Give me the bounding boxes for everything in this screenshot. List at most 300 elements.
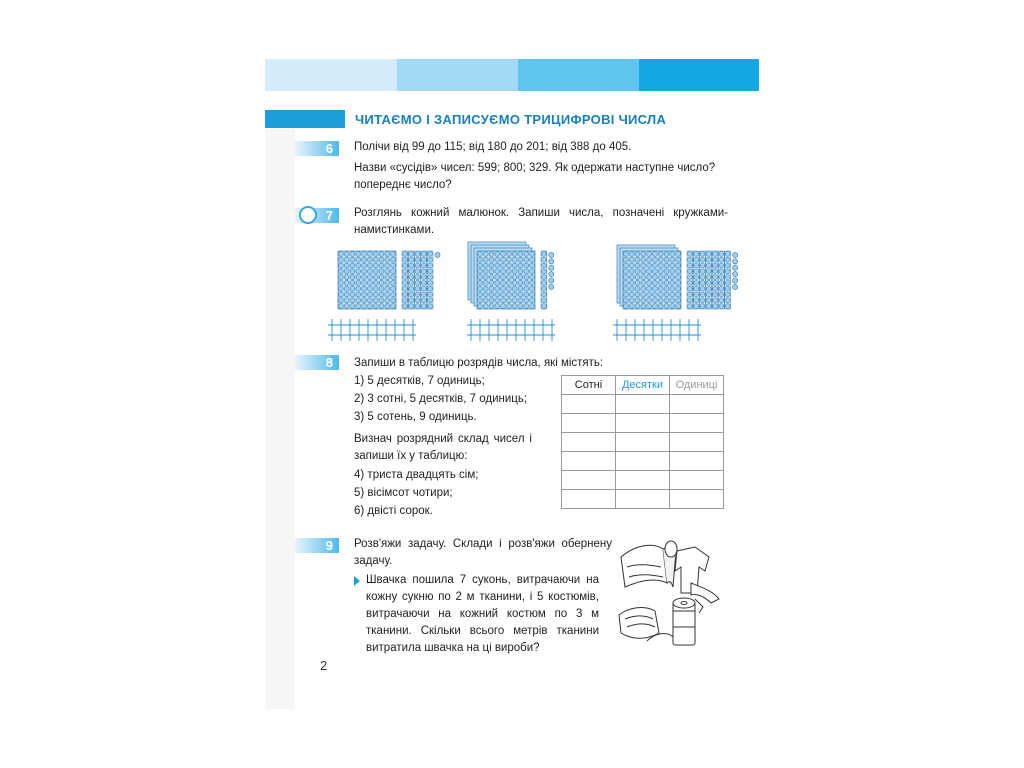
table-row xyxy=(562,395,724,414)
bead xyxy=(652,292,657,297)
fabric-clothes-illustration xyxy=(615,537,725,652)
bead xyxy=(356,286,361,291)
bead xyxy=(402,292,407,297)
bead xyxy=(518,304,523,309)
top-bar-segment-1 xyxy=(265,59,397,91)
bead xyxy=(409,286,414,291)
bead xyxy=(362,298,367,303)
bead xyxy=(725,304,730,309)
bead xyxy=(356,275,361,280)
bead xyxy=(706,257,711,262)
bead xyxy=(350,269,355,274)
table-cell[interactable] xyxy=(562,433,616,452)
bead xyxy=(477,304,482,309)
bead xyxy=(506,304,511,309)
table-cell[interactable] xyxy=(562,490,616,509)
bead xyxy=(713,280,718,285)
bead xyxy=(402,263,407,268)
bead xyxy=(495,286,500,291)
bead xyxy=(719,298,724,303)
bead xyxy=(541,269,546,274)
page-number: 2 xyxy=(320,658,328,673)
bead xyxy=(489,257,494,262)
bead xyxy=(356,251,361,256)
bead xyxy=(391,257,396,262)
bead xyxy=(694,298,699,303)
bead xyxy=(415,263,420,268)
bead xyxy=(518,251,523,256)
bead xyxy=(652,280,657,285)
bead xyxy=(713,286,718,291)
bead xyxy=(506,286,511,291)
bead xyxy=(350,257,355,262)
bead xyxy=(524,257,529,262)
top-bar-segment-3 xyxy=(518,59,639,91)
bead xyxy=(713,298,718,303)
bead xyxy=(530,251,535,256)
bead xyxy=(379,304,384,309)
bead xyxy=(373,263,378,268)
bead xyxy=(483,304,488,309)
one-bead xyxy=(733,272,738,277)
bead xyxy=(385,257,390,262)
bead xyxy=(391,292,396,297)
bead xyxy=(541,251,546,256)
bead xyxy=(647,280,652,285)
bead xyxy=(512,286,517,291)
bead xyxy=(385,292,390,297)
exercise-9-intro: Розв'яжи задачу. Склади і розв'яжи обернену задачу. xyxy=(354,538,612,567)
bead xyxy=(719,280,724,285)
bead xyxy=(421,275,426,280)
bead xyxy=(402,286,407,291)
bead xyxy=(391,275,396,280)
exercise-8-item-5: 5) вісімсот чотири; xyxy=(354,487,453,499)
bead xyxy=(501,280,506,285)
bead xyxy=(344,275,349,280)
bead xyxy=(428,286,433,291)
bead xyxy=(373,257,378,262)
bead xyxy=(706,286,711,291)
bead xyxy=(623,292,628,297)
bead xyxy=(409,257,414,262)
bead xyxy=(367,263,372,268)
bead xyxy=(367,304,372,309)
bead xyxy=(652,263,657,268)
bead xyxy=(706,263,711,268)
bead xyxy=(350,263,355,268)
top-bar-segment-2 xyxy=(397,59,518,91)
bead xyxy=(501,263,506,268)
table-cell[interactable] xyxy=(616,452,670,471)
bead xyxy=(385,251,390,256)
bead xyxy=(670,269,675,274)
bead xyxy=(379,275,384,280)
one-bead xyxy=(733,278,738,283)
bead xyxy=(670,286,675,291)
bead xyxy=(530,298,535,303)
bead xyxy=(524,275,529,280)
bead xyxy=(518,275,523,280)
bead xyxy=(367,269,372,274)
bead xyxy=(421,251,426,256)
bead xyxy=(501,269,506,274)
bead xyxy=(501,251,506,256)
bead xyxy=(518,263,523,268)
bead xyxy=(647,269,652,274)
bead xyxy=(635,298,640,303)
bead xyxy=(647,251,652,256)
bead xyxy=(373,298,378,303)
bead xyxy=(483,263,488,268)
bead xyxy=(428,263,433,268)
bead xyxy=(623,286,628,291)
bead xyxy=(700,257,705,262)
bead xyxy=(700,286,705,291)
bead xyxy=(489,286,494,291)
bead xyxy=(670,280,675,285)
bead xyxy=(495,251,500,256)
table-cell[interactable] xyxy=(616,471,670,490)
bead xyxy=(356,292,361,297)
bead xyxy=(483,286,488,291)
table-cell[interactable] xyxy=(670,452,724,471)
bead xyxy=(700,275,705,280)
bead xyxy=(338,304,343,309)
exercise-6-number: 6 xyxy=(295,141,339,156)
bead xyxy=(415,304,420,309)
bead xyxy=(350,304,355,309)
bead xyxy=(676,280,681,285)
exercise-9-problem: Швачка пошила 7 суконь, витрачаючи на кожну сукню по 2 м тканини, і 5 костюмів, витрачаючи на кожний костюм по 3 м тканини. Скільки всього метрів тканини витратила швачка на ці вироби? xyxy=(366,574,599,654)
bead xyxy=(530,280,535,285)
bead xyxy=(700,280,705,285)
bead xyxy=(635,257,640,262)
bead xyxy=(524,292,529,297)
bead xyxy=(694,263,699,268)
bead xyxy=(356,298,361,303)
table-cell[interactable] xyxy=(616,395,670,414)
bead xyxy=(362,269,367,274)
bead xyxy=(409,275,414,280)
bead xyxy=(541,275,546,280)
bead xyxy=(501,304,506,309)
bead xyxy=(421,286,426,291)
bead xyxy=(428,298,433,303)
bead-figures xyxy=(325,239,745,349)
bead xyxy=(725,263,730,268)
title-strip xyxy=(265,110,345,128)
bead xyxy=(402,275,407,280)
table-cell[interactable] xyxy=(562,471,616,490)
bead xyxy=(629,280,634,285)
bead xyxy=(694,280,699,285)
bead xyxy=(641,298,646,303)
table-cell[interactable] xyxy=(670,395,724,414)
table-cell[interactable] xyxy=(670,490,724,509)
bead xyxy=(501,286,506,291)
bead xyxy=(700,292,705,297)
bead xyxy=(402,269,407,274)
bead xyxy=(676,286,681,291)
bead xyxy=(489,251,494,256)
bead xyxy=(676,269,681,274)
bead xyxy=(713,251,718,256)
bead xyxy=(506,269,511,274)
bead xyxy=(512,298,517,303)
bead xyxy=(635,275,640,280)
bead xyxy=(356,280,361,285)
bead xyxy=(664,275,669,280)
bead xyxy=(687,269,692,274)
bead xyxy=(421,298,426,303)
bead xyxy=(338,298,343,303)
bead xyxy=(356,269,361,274)
bead xyxy=(664,263,669,268)
bead xyxy=(415,275,420,280)
bead xyxy=(635,292,640,297)
header-tens: Десятки xyxy=(616,376,670,395)
bead xyxy=(652,269,657,274)
bead xyxy=(687,286,692,291)
bead xyxy=(512,275,517,280)
bead xyxy=(700,304,705,309)
bead xyxy=(541,292,546,297)
bead xyxy=(670,275,675,280)
bead xyxy=(362,286,367,291)
bead xyxy=(518,257,523,262)
bead xyxy=(512,257,517,262)
bead xyxy=(344,292,349,297)
bead xyxy=(658,269,663,274)
bead xyxy=(495,292,500,297)
bead xyxy=(350,251,355,256)
bead xyxy=(409,304,414,309)
bead xyxy=(687,275,692,280)
bead xyxy=(635,251,640,256)
bead xyxy=(483,257,488,262)
bead xyxy=(719,251,724,256)
bead xyxy=(629,286,634,291)
bead xyxy=(489,263,494,268)
bead xyxy=(385,286,390,291)
bead xyxy=(362,292,367,297)
exercise-8-item-3: 3) 5 сотень, 9 одиниць. xyxy=(354,411,477,423)
bead xyxy=(694,286,699,291)
bead xyxy=(373,275,378,280)
bead xyxy=(489,292,494,297)
bead xyxy=(356,257,361,262)
bead xyxy=(344,298,349,303)
bead xyxy=(713,269,718,274)
bead xyxy=(719,257,724,262)
bead xyxy=(530,304,535,309)
bead xyxy=(489,298,494,303)
bead xyxy=(725,251,730,256)
bead xyxy=(362,251,367,256)
bead xyxy=(524,269,529,274)
bead xyxy=(428,257,433,262)
one-bead xyxy=(549,259,554,264)
table-cell[interactable] xyxy=(670,433,724,452)
table-row xyxy=(562,490,724,509)
bead xyxy=(428,269,433,274)
bead xyxy=(530,263,535,268)
bead xyxy=(647,292,652,297)
bead-figure xyxy=(338,251,440,309)
header-hundreds: Сотні xyxy=(562,376,616,395)
bead xyxy=(670,298,675,303)
bead xyxy=(415,269,420,274)
table-cell[interactable] xyxy=(562,395,616,414)
table-row xyxy=(562,452,724,471)
bead xyxy=(338,251,343,256)
exercise-8-item-2: 2) 3 сотні, 5 десятків, 7 одиниць; xyxy=(354,393,528,405)
bead xyxy=(664,298,669,303)
bead xyxy=(725,292,730,297)
bead xyxy=(362,275,367,280)
bead xyxy=(338,292,343,297)
bead xyxy=(338,257,343,262)
bead xyxy=(483,292,488,297)
bead xyxy=(694,251,699,256)
bead xyxy=(379,269,384,274)
bead xyxy=(428,280,433,285)
bead xyxy=(647,298,652,303)
one-bead xyxy=(549,272,554,277)
table-cell[interactable] xyxy=(616,490,670,509)
bead xyxy=(391,298,396,303)
bead xyxy=(541,257,546,262)
exercise-8-item-4: 4) триста двадцять сім; xyxy=(354,469,479,481)
bead xyxy=(495,304,500,309)
bead xyxy=(658,298,663,303)
table-cell[interactable] xyxy=(670,414,724,433)
bead xyxy=(641,263,646,268)
bead xyxy=(629,269,634,274)
bead xyxy=(623,275,628,280)
table-cell[interactable] xyxy=(616,433,670,452)
table-cell[interactable] xyxy=(562,414,616,433)
circle-marker-icon xyxy=(299,206,317,224)
bead xyxy=(706,275,711,280)
bead xyxy=(700,263,705,268)
bead xyxy=(694,304,699,309)
bead xyxy=(373,280,378,285)
bead xyxy=(356,304,361,309)
bead xyxy=(477,257,482,262)
top-color-bar xyxy=(265,59,759,91)
bead xyxy=(635,280,640,285)
bead xyxy=(512,269,517,274)
bead xyxy=(635,263,640,268)
bead xyxy=(629,304,634,309)
bead xyxy=(402,257,407,262)
bead xyxy=(379,298,384,303)
bead xyxy=(719,275,724,280)
bead xyxy=(477,275,482,280)
bead xyxy=(362,263,367,268)
bead xyxy=(402,304,407,309)
bead xyxy=(647,257,652,262)
bead xyxy=(664,286,669,291)
bead xyxy=(670,251,675,256)
table-cell[interactable] xyxy=(562,452,616,471)
bead xyxy=(687,257,692,262)
bead xyxy=(421,280,426,285)
bead xyxy=(421,269,426,274)
bead xyxy=(725,280,730,285)
bead xyxy=(338,286,343,291)
bead xyxy=(344,257,349,262)
bead xyxy=(409,269,414,274)
bead xyxy=(367,257,372,262)
bead xyxy=(629,263,634,268)
bead xyxy=(367,275,372,280)
bead xyxy=(409,298,414,303)
table-row xyxy=(562,471,724,490)
bead xyxy=(338,263,343,268)
bead xyxy=(501,298,506,303)
bead xyxy=(391,269,396,274)
bead xyxy=(344,280,349,285)
exercise-8-number: 8 xyxy=(295,355,339,370)
bead xyxy=(687,292,692,297)
bead xyxy=(409,251,414,256)
bead xyxy=(477,251,482,256)
table-cell[interactable] xyxy=(616,414,670,433)
bead xyxy=(385,269,390,274)
bead xyxy=(530,269,535,274)
bead xyxy=(647,275,652,280)
bead xyxy=(477,263,482,268)
bead xyxy=(415,298,420,303)
bead xyxy=(623,269,628,274)
bead xyxy=(421,292,426,297)
bead xyxy=(652,275,657,280)
triangle-bullet-icon xyxy=(354,576,360,586)
bead xyxy=(652,304,657,309)
bead xyxy=(629,251,634,256)
bead xyxy=(670,304,675,309)
bead xyxy=(676,298,681,303)
bead xyxy=(489,304,494,309)
bead xyxy=(687,304,692,309)
bead xyxy=(385,280,390,285)
bead xyxy=(518,269,523,274)
one-bead xyxy=(549,278,554,283)
bead xyxy=(338,280,343,285)
table-cell[interactable] xyxy=(670,471,724,490)
bead xyxy=(489,269,494,274)
bead xyxy=(501,257,506,262)
bead xyxy=(518,286,523,291)
bead xyxy=(524,263,529,268)
bead xyxy=(415,292,420,297)
bead xyxy=(477,286,482,291)
left-margin xyxy=(265,129,295,709)
bead xyxy=(428,251,433,256)
bead xyxy=(367,280,372,285)
bead xyxy=(635,286,640,291)
bead xyxy=(664,304,669,309)
bead xyxy=(506,292,511,297)
bead xyxy=(623,280,628,285)
exercise-6-line2: Назви «сусідів» чисел: 599; 800; 329. Як одержати наступне число? попереднє число? xyxy=(354,162,716,191)
bead xyxy=(524,286,529,291)
bead xyxy=(687,298,692,303)
one-bead xyxy=(733,252,738,257)
